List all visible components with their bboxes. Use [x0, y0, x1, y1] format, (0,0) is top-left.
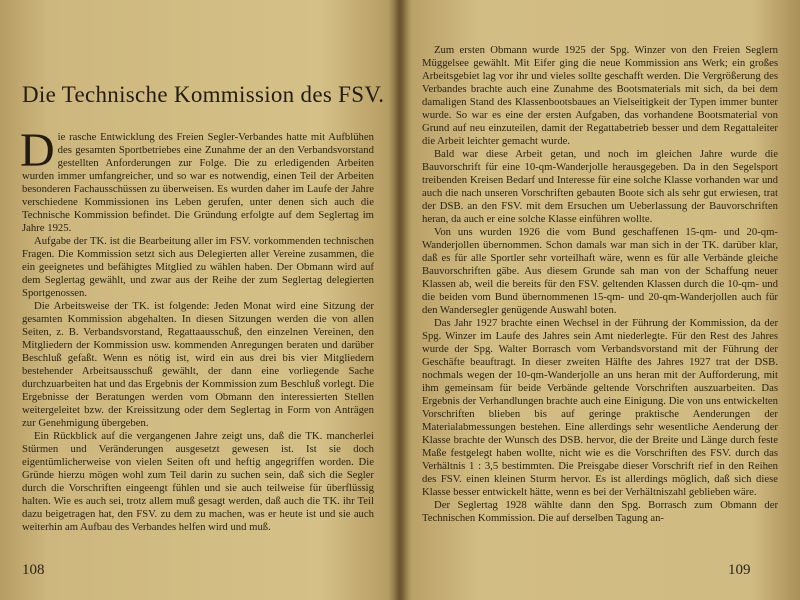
right-page-body	[422, 44, 778, 525]
paragraph: Zum ersten Obmann wurde 1925 der Spg. Winzer von den Freien Seglern Müggelsee gewählt. Mit Eifer ging die neue Kommission ans Werk; ein großes Arbeitsgebiet lag vor ihr und vieles sollte geschafft werden. Die Vergrößerung des Verbandes brachte auch eine Zunahme des Bootsmaterials mit sich, da bei dem damaligen Stand des Klassenbootsbaues an Vielseitigkeit der Typen immer bunter wurde. So war es eine der ersten Aufgaben, das vorhandene Bootsmaterial von Grund auf neu einzuteilen, damit der Regattabetrieb besser und dem Regattaleiter die Arbeit leichter gemacht wurde.	[422, 44, 778, 147]
drop-cap: D	[20, 124, 55, 177]
right-page	[402, 0, 800, 600]
page-number-left: 108	[22, 562, 45, 578]
paragraph: Das Jahr 1927 brachte einen Wechsel in der Führung der Kommission, da der Spg. Winzer im Laufe des Jahres sein Amt niederlegte. Für den Rest des Jahres wurde der Spg. Walter Borrasch vom Verbandsvorstand mit der Führung der Geschäfte beauftragt. In dieser zweiten Hälfte des Jahres 1927 trat der DSB. nochmals wegen der 10-qm-Wanderjolle an uns heran mit der Aufforderung, mit ihm gemeinsam für beide Verbände geltende Vorschriften auszuarbeiten. Das Ergebnis der Verhandlungen brachte auch eine Einigung. Die von uns entwickelten Vorschriften blieben bis auf geringe praktische Aenderungen der Materialabmessungen bestehen. Eine allerdings sehr wesentliche Aenderung der Klasse brachte der Wunsch des DSB. hervor, die der Breite und Länge durch feste Maße festgelegt haben wollte, nicht wie es die Vorschriften des FSV. durch das Verhältnis 1 : 3,5 bestimmten. Die Preisgabe dieser Vorschrift rief in den Reihen des FSV. einen kleinen Sturm hervor. Es ist allerdings möglich, daß sich diese Klasse besser entwickelt hätte, wenn es bei der Verhältniszahl geblieben wäre.	[422, 317, 778, 498]
paragraph	[20, 124, 374, 235]
paragraph: Aufgabe der TK. ist die Bearbeitung aller im FSV. vorkommenden technischen Fragen. Die Kommission setzt sich aus Delegierten aller Vereine zusammen, die ein geeignetes und befähigtes Mitglied zu wählen haben. Der Obmann wird auf dem Seglertag gewählt, und zwar aus der Reihe der zum Seglertag delegierten Sportgenossen.	[22, 235, 374, 299]
left-page-body	[20, 124, 374, 534]
page-number-right: 109	[728, 562, 751, 578]
paragraph: Von uns wurden 1926 die vom Bund geschaffenen 15-qm- und 20-qm-Wanderjollen übernommen. Schon damals war man sich in der TK. darüber klar, daß es für alle Sportler sehr vorteilhaft wäre, wenn es für alle Verbände gleiche Bauvorschriften gäbe. Aus diesem Grunde sah man von der Schaffung neuer Klassen ab, weil die bereits für den FSV. geltenden Klassen durch die 10-qm- und die beiden vom Bund übernommenen 15-qm- und 20-qm-Wanderjollen auch für den Wandersegler genügende Auswahl boten.	[422, 226, 778, 316]
paragraph: Ein Rückblick auf die vergangenen Jahre zeigt uns, daß die TK. mancherlei Stürmen und Veränderungen ausgesetzt gewesen ist. Ist sie doch eigentümlicherweise von vielen Seiten oft und heftig angegriffen worden. Die Gründe hierzu mögen wohl zum Teil darin zu suchen sein, daß sich die Segler durch die Vorschriften eingeengt fühlen und sie auch teilweise für überflüssig halten. Wie es auch sei, trotz allem muß gesagt werden, daß auch die TK. ihr Teil dazu beigetragen hat, den FSV. zu dem zu machen, was er heute ist und sie auch weiterhin am Aufbau des Verbandes helfen wird und muß.	[22, 430, 374, 533]
paragraph: Die Arbeitsweise der TK. ist folgende: Jeden Monat wird eine Sitzung der gesamten Kommission abgehalten. In diesen Sitzungen werden die von allen Seiten, z. B. Verbandsvorstand, Regattaausschuß, den einzelnen Vereinen, den Mitgliedern der Kommission usw. kommenden Anregungen beraten und darüber Beschluß gefaßt. Wenn es nötig ist, wird ein aus drei bis vier Mitgliedern bestehender Arbeitsausschuß gewählt, der dann eine vorliegende Sache durchzuarbeiten hat und das Ergebnis der Kommission zum Beschluß vorlegt. Die Ergebnisse der Beratungen werden vom Obmann den interessierten Stellen weitergeleitet bzw. der Kreissitzung oder dem Seglertag in Form von Anträgen zur Genehmigung übergeben.	[22, 300, 374, 429]
chapter-heading: Die Technische Kommission des FSV.	[22, 82, 385, 107]
paragraph: Der Seglertag 1928 wählte dann den Spg. Borrasch zum Obmann der Technischen Kommission. Die auf derselben Tagung an-	[422, 499, 778, 524]
left-page	[0, 0, 398, 600]
paragraph: Bald war diese Arbeit getan, und noch im gleichen Jahre wurde die Bauvorschrift für eine 10-qm-Wanderjolle herausgegeben. Da in den Segelsport treibenden Kreisen Bedarf und Interesse für eine solche Klasse vorhanden war und auch die nach unseren Vorschriften gebauten Boote sich als sehr gut erwiesen, trat der DSB. an den FSV. mit dem Ersuchen um Ueberlassung der Bauvorschriften heran, da auch er eine solche Klasse einführen wollte.	[422, 148, 778, 225]
paragraph-text: ie rasche Entwicklung des Freien Segler-Verbandes hatte mit Aufblühen des gesamten Sportbetriebes eine Zunahme der an den Verbandsvorstand gestellten Anforderungen zur Folge. Die zu erledigenden Arbeiten wurden immer umfangreicher, und so war es notwendig, einen Teil der Arbeiten besonderen Fachausschüssen zu überweisen. Es wurden daher im Laufe der Jahre verschiedene Kommissionen ins Leben gerufen, unter denen sich auch die Technische Kommission befindet. Die Gründung erfolgte auf dem Seglertag im Jahre 1925.	[22, 131, 374, 234]
